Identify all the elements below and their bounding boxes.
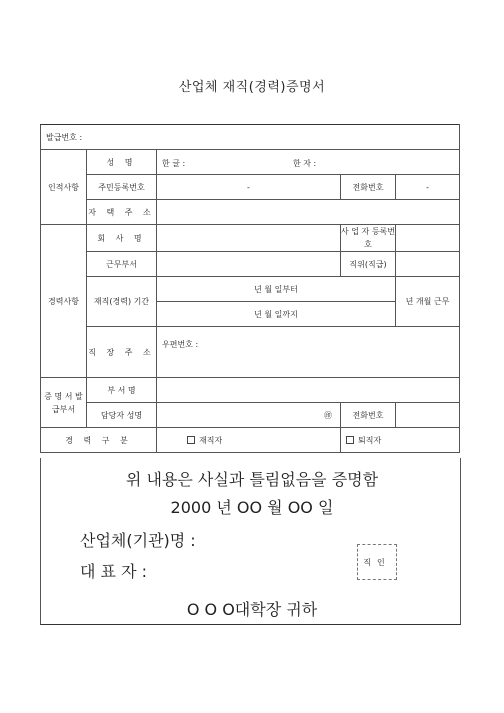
period-to-field[interactable]: 년 월 일까지	[157, 302, 396, 327]
issuer-dept-field[interactable]	[157, 378, 460, 403]
biz-number-field[interactable]	[396, 225, 460, 252]
document-title: 산업체 재직(경력)증명서	[178, 80, 326, 95]
employed-checkbox[interactable]	[187, 436, 195, 444]
rrn-field[interactable]: -	[157, 175, 341, 200]
company-field[interactable]	[157, 225, 341, 252]
home-address-field[interactable]	[157, 200, 460, 225]
retired-label: 퇴직자	[358, 435, 382, 445]
company-label: 회 사 명	[87, 225, 157, 252]
official-stamp-box: 직인	[357, 544, 397, 580]
issuer-phone-label: 전화번호	[341, 403, 396, 428]
issuer-dept-label: 부 서 명	[87, 378, 157, 403]
employed-label: 재직자	[199, 435, 223, 445]
issuer-person-field[interactable]	[157, 403, 341, 428]
name-field[interactable]	[157, 150, 460, 175]
personal-phone-field[interactable]: -	[396, 175, 460, 200]
period-total-field[interactable]: 년 개월 근무	[396, 277, 460, 327]
issuer-phone-field[interactable]	[396, 403, 460, 428]
rrn-label: 주민등록번호	[87, 175, 157, 200]
position-label: 직위(직급)	[341, 252, 396, 277]
issuer-section-label: 증 명 서 발급부서	[41, 378, 87, 428]
name-label: 성 명	[87, 150, 157, 175]
workplace-address-field[interactable]	[157, 327, 460, 378]
position-field[interactable]	[396, 252, 460, 277]
retired-checkbox[interactable]	[346, 436, 354, 444]
issue-date: 2000 년 OO 월 OO 일	[170, 498, 334, 517]
company-name-label: 산업체(기관)명 :	[80, 531, 196, 550]
personal-section-label: 인적사항	[41, 150, 87, 225]
department-label: 근무부서	[87, 252, 157, 277]
period-from-field[interactable]: 년 월 일부터	[157, 277, 396, 302]
issuer-person-label: 담당자 성명	[87, 403, 157, 428]
period-label: 재직(경력) 기간	[87, 277, 157, 327]
name-korean-label: 한 글 :	[162, 159, 186, 168]
department-field[interactable]	[157, 252, 341, 277]
biz-number-label: 사 업 자 등록번호	[341, 225, 396, 252]
certificate-table	[40, 124, 460, 453]
name-hanja-label: 한 자 :	[293, 159, 317, 168]
option-employed[interactable]	[157, 428, 341, 453]
certify-statement: 위 내용은 사실과 틀림없음을 증명함	[125, 470, 379, 489]
home-address-label: 자 택 주 소	[87, 200, 157, 225]
issue-number-field[interactable]: 발급번호 :	[41, 125, 460, 150]
career-type-label: 경 력 구 분	[41, 428, 157, 453]
representative-label: 대 표 자 :	[80, 562, 148, 581]
postal-code-label: 우편번호 :	[162, 340, 199, 349]
workplace-address-label: 직 장 주 소	[87, 327, 157, 378]
career-section-label: 경력사항	[41, 225, 87, 378]
recipient-line: O O O대학장 귀하	[186, 600, 318, 619]
personal-phone-label: 전화번호	[341, 175, 396, 200]
option-retired[interactable]	[341, 428, 460, 453]
seal-mark: ㊞	[324, 410, 332, 420]
